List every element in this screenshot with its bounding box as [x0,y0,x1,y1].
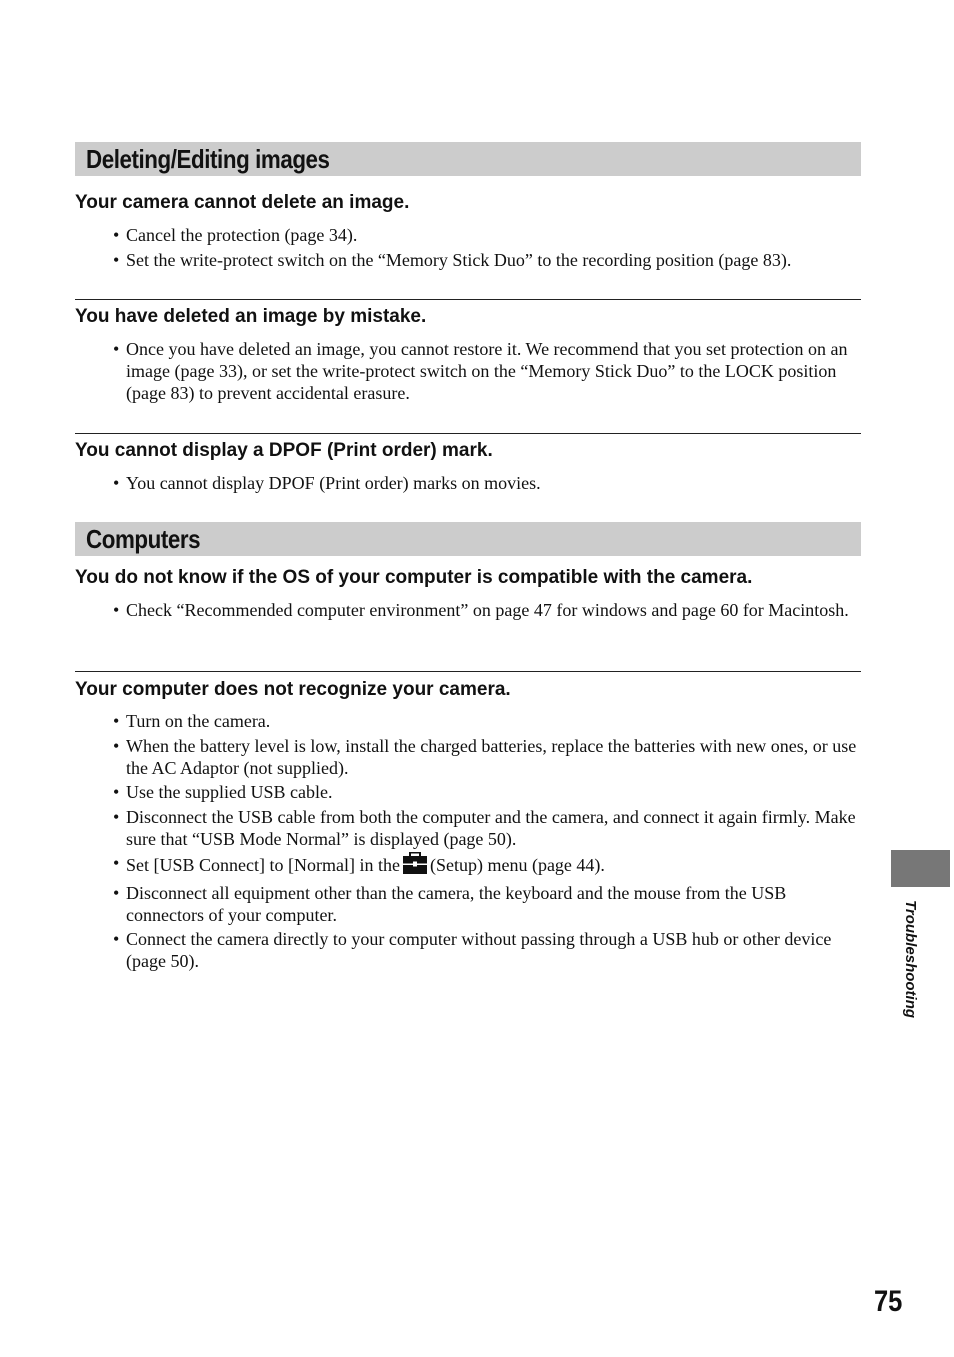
list-item-text: Use the supplied USB cable. [126,782,333,802]
list-item-text: You cannot display DPOF (Print order) marks on movies. [126,473,541,493]
chapter-side-label-text: Troubleshooting [902,900,919,1019]
question-heading: You do not know if the OS of your computer is compatible with the camera. [75,567,753,588]
list-item [113,852,861,879]
list-item [113,472,861,494]
section-header-deleting-editing [75,142,861,176]
answer-list [113,710,861,975]
list-item-text: Once you have deleted an image, you cannot restore it. We recommend that you set protection on an image (page 33), or set the write-protect switch on the “Memory Stick Duo” to the LOCK position (page 83) to prevent accidental erasure. [126,339,848,403]
section-header-computers [75,522,861,556]
bullet-mark: • [113,853,120,873]
question-heading: You cannot display a DPOF (Print order) mark. [75,440,493,461]
answer-list [113,599,861,624]
answer-list [113,224,861,273]
question-heading: You have deleted an image by mistake. [75,306,427,327]
list-item [113,338,861,404]
bullet-mark: • [113,600,120,620]
bullet-mark: • [113,249,120,270]
list-item-text: When the battery level is low, install the charged batteries, replace the batteries with new ones, or use the AC Adaptor (not supplied). [126,735,857,778]
list-item [113,735,861,779]
bullet-mark: • [113,929,120,949]
answer-list [113,472,861,497]
section-title: Deleting/Editing images [86,144,330,174]
list-item [113,928,861,972]
list-item [113,710,861,732]
divider-rule [75,671,861,672]
bullet-mark: • [113,782,120,802]
list-item-text: Disconnect all equipment other than the camera, the keyboard and the mouse from the USB connectors of your computer. [126,882,787,925]
bullet-mark: • [113,225,120,245]
bullet-mark: • [113,882,120,903]
list-item-text: Disconnect the USB cable from both the computer and the camera, and connect it again firmly. Make sure that “USB Mode Normal” is displayed (page 50). [126,806,856,849]
chapter-side-label [897,900,923,1030]
list-item-text: Set [USB Connect] to [Normal] in the [126,855,400,875]
bullet-mark: • [113,473,120,493]
list-item-text: (Setup) menu (page 44). [429,855,605,875]
divider-rule [75,433,861,434]
setup-toolbox-icon [403,852,427,879]
bullet-mark: • [113,806,120,827]
list-item-text: Connect the camera directly to your computer without passing through a USB hub or other device (page 50). [126,929,832,971]
page-number: 75 [874,1285,903,1318]
divider-rule [75,299,861,300]
bullet-mark: • [113,735,120,756]
list-item-text: Cancel the protection (page 34). [126,225,358,245]
chapter-tab-marker [891,850,950,887]
question-heading: Your computer does not recognize your camera. [75,679,511,700]
list-item-text: Turn on the camera. [126,711,271,731]
list-item [113,781,861,803]
list-item [113,806,861,850]
bullet-mark: • [113,711,120,731]
list-item-text: Check “Recommended computer environment” on page 47 for windows and page 60 for Macintosh. [126,600,849,620]
list-item-text: Set the write-protect switch on the “Memory Stick Duo” to the recording position (page 83). [126,249,792,270]
bullet-mark: • [113,339,120,359]
list-item [113,249,861,271]
answer-list [113,338,861,407]
list-item [113,224,861,246]
section-title: Computers [86,524,201,554]
list-item [113,882,861,926]
question-heading: Your camera cannot delete an image. [75,192,410,213]
list-item [113,599,861,621]
